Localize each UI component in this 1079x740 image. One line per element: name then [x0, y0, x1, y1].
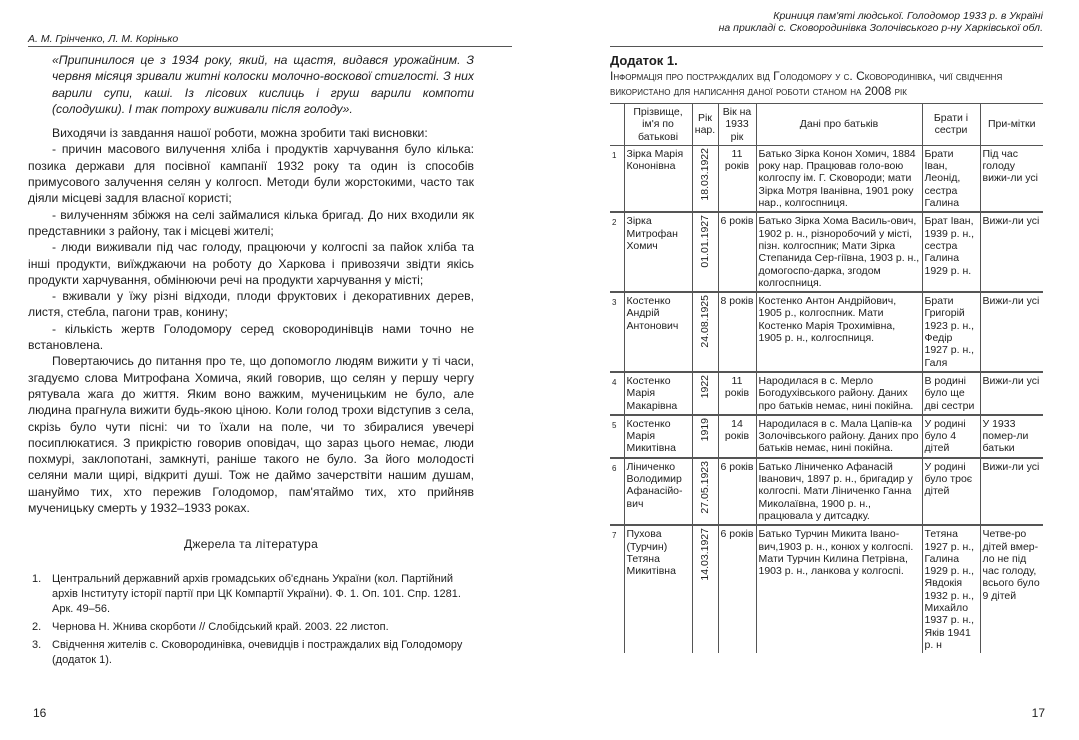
cell-parents: Батько Ліниченко Афанасій Іванович, 1897 р. н., бригадир у колгоспі. Мати Ліниченко Ганна Миколаївна, 1900 р. н., працювала у дитсадку. — [756, 458, 922, 525]
cell-siblings: В родині було ще дві сестри — [922, 372, 980, 415]
birth-date: 24.08.1925 — [698, 295, 711, 348]
conclusions-intro: Виходячи із завдання нашої роботи, можна зробити такі висновки: — [52, 126, 428, 141]
cell-name: Костенко Марія Макарівна — [624, 372, 692, 415]
table-row — [610, 525, 1043, 653]
conclusion-item: - кількість жертв Голодомору серед сковородинівців нами точно не встановлена. — [28, 321, 474, 353]
header-birth-year: Рік нар. — [692, 104, 718, 146]
table-row — [610, 372, 1043, 415]
row-number: 5 — [612, 420, 617, 430]
cell-name: Пухова (Турчин) Тетяна Микитівна — [624, 525, 692, 653]
running-head-line: на прикладі с. Сковородинівка Золочівського р-ну Харківської обл. — [718, 22, 1043, 34]
cell-notes: Вижи-ли усі — [980, 292, 1043, 372]
cell-birth — [692, 212, 718, 292]
conclusion-item: - вживали у їжу різні відходи, плоди фруктових і декоративних дерев, листя, стебла, пагони трав, конину; — [28, 289, 474, 320]
running-head-title — [563, 10, 1043, 34]
table-row — [610, 415, 1043, 458]
cell-name: Костенко Андрій Антонович — [624, 292, 692, 372]
cell-notes: У 1933 помер-ли батьки — [980, 415, 1043, 458]
cell-age: 6 років — [718, 525, 756, 653]
reference-number: 3. — [32, 639, 42, 651]
cell-birth — [692, 145, 718, 212]
cell-age: 6 років — [718, 212, 756, 292]
cell-notes: Вижи-ли усі — [980, 212, 1043, 292]
cell-siblings: У родині було 4 дітей — [922, 415, 980, 458]
reference-text: Чернова Н. Жнива скорботи // Слобідський край. 2003. 22 листоп. — [52, 621, 389, 633]
cell-parents: Батько Зірка Хома Василь-ович, 1902 р. н., різноробочий у місті, пізн. колгоспник; Мати Зірка Степанида Сер-гіївна, 1903 р. н., домогоспо-дарка, згодом колгоспниця. — [756, 212, 922, 292]
cell-parents: Народилася в с. Мерло Богодухівського району. Даних про батьків немає, нині покійна. — [756, 372, 922, 415]
conclusion-item: - вилученням збіжжя на селі займалися кілька бригад. До них входили як представники з району, так і місцеві жителі; — [28, 207, 474, 238]
birth-date: 1919 — [698, 417, 711, 442]
appendix-subtitle — [610, 69, 1050, 99]
reference-text: Центральний державний архів громадських об'єднань України (кол. Партійний архів Інституту історії партії при ЦК Компартії України). Ф. 1. Оп. 101. Спр. 1281. Арк. 49–56. — [52, 573, 461, 615]
cell-parents: Батько Зірка Конон Хомич, 1884 року нар. Працював голо-вою колгоспу ім. Г. Сковороди; мати Зірка Мотря Іванівна, 1901 року нар., колгоспниця. — [756, 145, 922, 212]
page-number-right: 17 — [1031, 706, 1045, 720]
header-rule — [610, 46, 1043, 47]
header-siblings: Брати і сестри — [922, 104, 980, 146]
reference-item — [28, 638, 474, 668]
cell-siblings: У родині було троє дітей — [922, 458, 980, 525]
cell-birth — [692, 292, 718, 372]
cell-parents: Костенко Антон Андрійович, 1905 р., колгоспник. Мати Костенко Марія Трохимівна, 1905 р. н., колгоспниця. — [756, 292, 922, 372]
reference-item — [28, 572, 474, 617]
header-parents: Дані про батьків — [756, 104, 922, 146]
cell-age: 11 років — [718, 372, 756, 415]
references-list — [28, 572, 474, 671]
cell-birth — [692, 458, 718, 525]
cell-siblings: Брат Іван, 1939 р. н., сестра Галина 1929 р. н. — [922, 212, 980, 292]
reference-text: Свідчення жителів с. Сковородинівка, очевидців і постраждалих від Голодомору (додаток 1). — [52, 639, 463, 666]
row-number: 3 — [612, 298, 617, 308]
table-row — [610, 212, 1043, 292]
cell-age: 14 років — [718, 415, 756, 458]
reference-item — [28, 620, 474, 635]
conclusion-item: - причин масового вилучення хліба і продуктів харчування було кілька: позика держави для посівної кампанії 1932 року та один із способів примусового залучення селян у колгосп. Методи були жорстокими, часто так діяли місцеві задля власної користі; — [28, 142, 474, 206]
cell-notes: Під час голоду вижи-ли усі — [980, 145, 1043, 212]
birth-date: 27.05.1923 — [698, 460, 711, 514]
right-page — [540, 0, 1079, 740]
header-num — [610, 104, 624, 146]
appendix-subtitle-text: Інформація про постраждалих від Голодомору у с. Сковородинівка, чиї свідчення використано для написання даної роботи станом на 2008 рік — [610, 69, 1003, 98]
cell-name: Ліниченко Володимир Афанасійо-вич — [624, 458, 692, 525]
birth-date: 1922 — [698, 374, 711, 399]
victims-table — [610, 103, 1043, 653]
header-age-1933: Вік на 1933 рік — [718, 104, 756, 146]
cell-birth — [692, 415, 718, 458]
cell-notes: Вижи-ли усі — [980, 458, 1043, 525]
closing-paragraph: Повертаючись до питання про те, що допомогло людям вижити у ті часи, згадуємо слова Митрофана Хомича, який говорив, що селян у першу чергу рятувала жага до життя. Яким воно важким, мученицьким не було, але людина прагнула вижити будь-якою ціною. Коли голод трохи відступив з села, скрізь було чути пісні: чи то їхали на поле, чи то збиралися увечері посиплюкатися. З прикрістю говорив оповідач, що зараз цього немає, люди похмурі, заклопотані, замкнуті, раніше такого не було. За його молодості селяни мали щирі, відкриті душі. Тож не даймо зачерствіти нашим душам, шануймо тих, хто пережив Голодомор, пам'ятаймо тих, хто прийняв мученицьку смерть у 1932–1933 роках. — [28, 354, 474, 516]
left-body — [28, 52, 474, 516]
sources-heading: Джерела та література — [183, 537, 319, 551]
cell-parents: Народилася в с. Мала Цапів-ка Золочівського району. Даних про батьків немає, нині покійна. — [756, 415, 922, 458]
table-header-row — [610, 104, 1043, 146]
reference-number: 1. — [32, 573, 42, 585]
header-name: Прізвище, ім'я по батькові — [624, 104, 692, 146]
table-row — [610, 458, 1043, 525]
cell-siblings: Брати Іван, Леонід, сестра Галина — [922, 145, 980, 212]
cell-notes: Вижи-ли усі — [980, 372, 1043, 415]
cell-name: Костенко Марія Микитівна — [624, 415, 692, 458]
header-rule — [28, 46, 512, 47]
cell-age: 6 років — [718, 458, 756, 525]
running-head-authors: А. М. Грінченко, Л. М. Корінько — [28, 33, 179, 45]
running-head-line: Криниця пам'яті людської. Голодомор 1933 р. в Україні — [773, 10, 1043, 22]
row-number: 7 — [612, 531, 617, 541]
reference-number: 2. — [32, 621, 42, 633]
cell-age: 11 років — [718, 145, 756, 212]
birth-date: 18.03.1922 — [698, 147, 711, 201]
witness-quote: «Припинилося це з 1934 року, який, на щастя, видався урожайним. З червня місяця зривали житні колоски молочно-воскової стиглості. З них варили супи, каші. Із лісових кислиць і груш варили компоти (солодушки). І так потроху виживали після голоду». — [52, 53, 474, 116]
row-number: 1 — [612, 150, 617, 160]
header-notes: При-мітки — [980, 104, 1043, 146]
birth-date: 01.01.1927 — [698, 215, 711, 268]
cell-age: 8 років — [718, 292, 756, 372]
cell-siblings: Тетяна 1927 р. н., Галина 1929 р. н., Явдокія 1932 р. н., Михайло 1937 р. н., Яків 1941 р. н — [922, 525, 980, 653]
row-number: 2 — [612, 218, 617, 228]
cell-parents: Батько Турчин Микита Івано-вич,1903 р. н., конюх у колгоспі. Мати Турчин Килина Петрівна, 1903 р. н., ланкова у колгоспі. — [756, 525, 922, 653]
table-row — [610, 292, 1043, 372]
conclusion-item: - люди виживали під час голоду, працюючи у колгоспі за пайок хліба та інші продукти, виїжджаючи на роботу до Харкова і привозячи звідти якісь продукти харчування, обмінюючи речі на продукти харчування у місті; — [28, 240, 474, 287]
cell-name: Зірка Митрофан Хомич — [624, 212, 692, 292]
cell-birth — [692, 525, 718, 653]
appendix-title: Додаток 1. — [610, 53, 678, 68]
table-row — [610, 145, 1043, 212]
cell-birth — [692, 372, 718, 415]
cell-notes: Четве-ро дітей вмер-ло не під час голоду, всього було 9 дітей — [980, 525, 1043, 653]
birth-date: 14.03.1927 — [698, 528, 711, 581]
page-number-left: 16 — [33, 706, 47, 720]
cell-name: Зірка Марія Кононівна — [624, 145, 692, 212]
cell-siblings: Брати Григорій 1923 р. н., Федір 1927 р. н., Галя — [922, 292, 980, 372]
row-number: 6 — [612, 463, 617, 473]
row-number: 4 — [612, 377, 617, 387]
